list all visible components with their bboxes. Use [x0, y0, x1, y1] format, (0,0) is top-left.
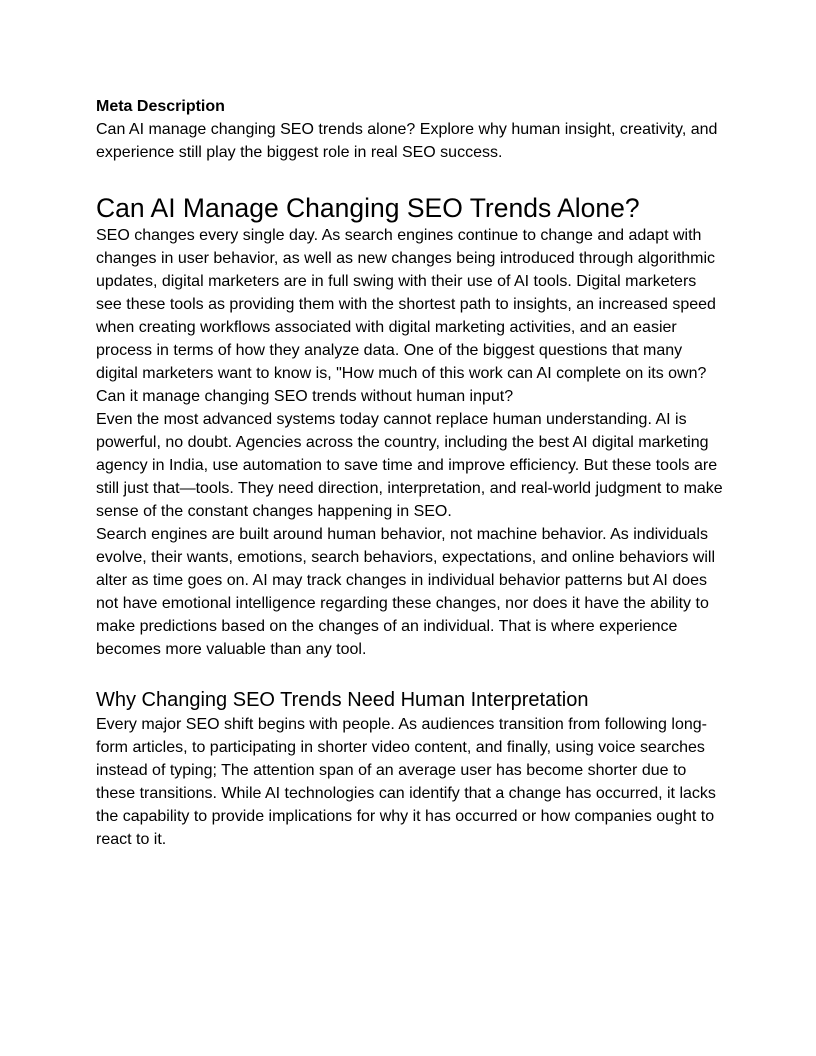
section-heading: Why Changing SEO Trends Need Human Interpretation — [96, 689, 589, 711]
article-title: Can AI Manage Changing SEO Trends Alone? — [96, 193, 640, 223]
article-paragraph: SEO changes every single day. As search engines continue to change and adapt with changes in user behavior, as well as new changes being introduced through algorithmic updates, digital marketers are in full swing with their use of AI tools. Digital marketers see these tools as providing them with the shortest path to insights, an increased speed when creating workflows associated with digital marketing activities, and an easier process in terms of how they analyze data. One of the biggest questions that many digital marketers want to know is, "How much of this work can AI complete on its own? Can it manage changing SEO trends without human input? — [96, 227, 716, 405]
meta-description-label: Meta Description — [96, 98, 225, 115]
meta-description-text: Can AI manage changing SEO trends alone? Explore why human insight, creativity, and experience still play the biggest role in real SEO success. — [96, 121, 718, 161]
document-page — [96, 95, 726, 851]
section-paragraph: Every major SEO shift begins with people. As audiences transition from following long-form articles, to participating in shorter video content, and finally, using voice searches instead of typing; The attention span of an average user has become shorter due to these transitions. While AI technologies can identify that a change has occurred, it lacks the capability to provide implications for why it has occurred or how companies ought to react to it. — [96, 716, 716, 848]
article-paragraph: Even the most advanced systems today cannot replace human understanding. AI is powerful, no doubt. Agencies across the country, including the best AI digital marketing agency in India, use automation to save time and improve efficiency. But these tools are still just that—tools. They need direction, interpretation, and real-world judgment to make sense of the constant changes happening in SEO. — [96, 411, 723, 520]
article-paragraph: Search engines are built around human behavior, not machine behavior. As individuals evolve, their wants, emotions, search behaviors, expectations, and online behaviors will alter as time goes on. AI may track changes in individual behavior patterns but AI does not have emotional intelligence regarding these changes, nor does it have the ability to make predictions based on the changes of an individual. That is where experience becomes more valuable than any tool. — [96, 526, 715, 658]
